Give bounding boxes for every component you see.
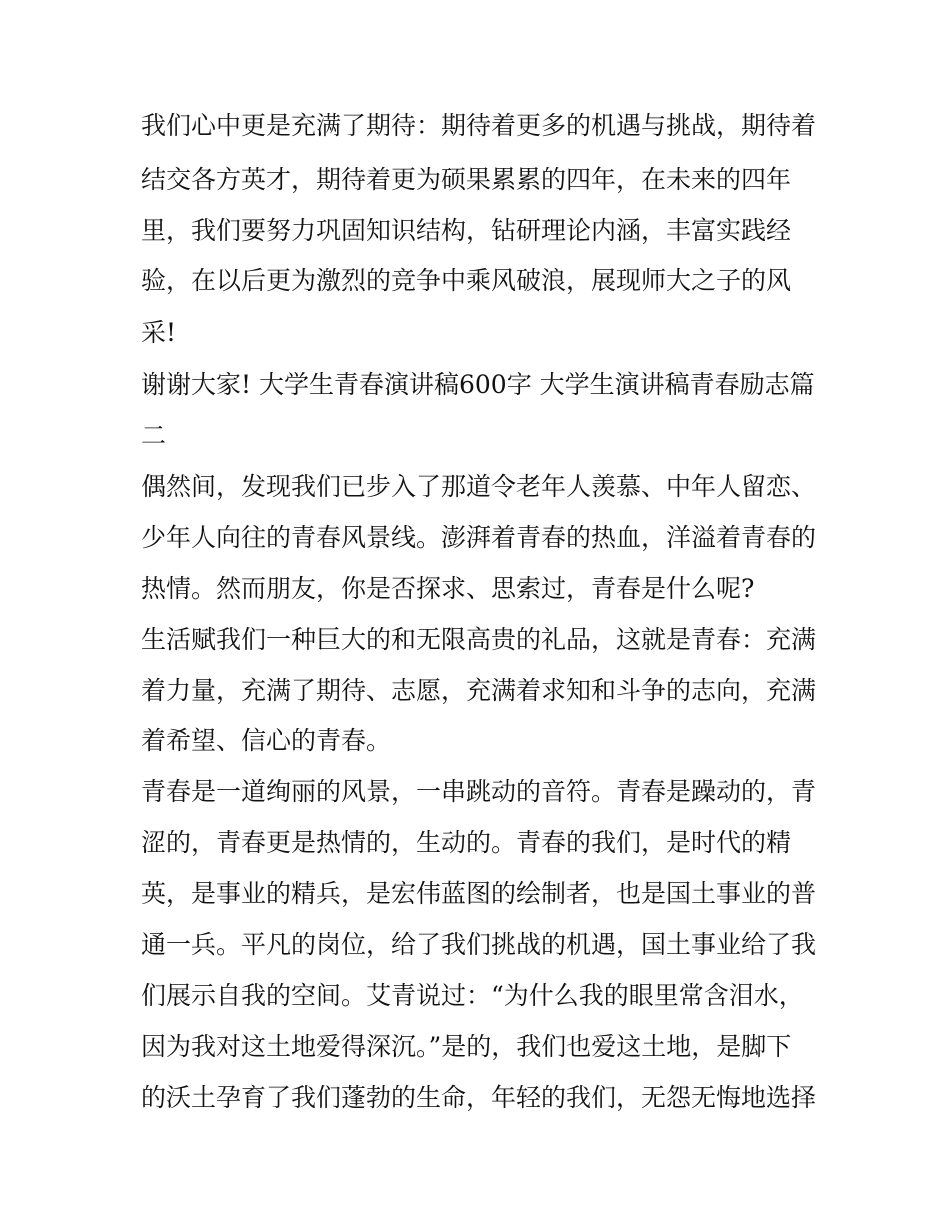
- section-heading: 谢谢大家! 大学生青春演讲稿600字 大学生演讲稿青春励志篇: [141, 370, 815, 399]
- text-line: 英，是事业的精兵，是宏伟蓝图的绘制者，也是国土事业的普: [141, 879, 817, 908]
- text-line: 着力量，充满了期待、志愿，充满着求知和斗争的志向，充满: [141, 676, 817, 705]
- text-line: 涩的，青春更是热情的，生动的。青春的我们，是时代的精: [141, 828, 792, 857]
- text-line: 少年人向往的青春风景线。澎湃着青春的热血，洋溢着青春的: [141, 523, 817, 552]
- text-line: 通一兵。平凡的岗位，给了我们挑战的机遇，国土事业给了我: [141, 930, 817, 959]
- text-line: 的沃土孕育了我们蓬勃的生命，年轻的我们，无怨无悔地选择: [141, 1083, 817, 1112]
- text-line: 青春是一道绚丽的风景，一串跳动的音符。青春是躁动的，青: [141, 777, 817, 806]
- text-line: 我们心中更是充满了期待：期待着更多的机遇与挑战，期待着: [141, 111, 817, 140]
- text-line: 采!: [141, 318, 177, 347]
- text-line: 验，在以后更为激烈的竞争中乘风破浪，展现师大之子的风: [141, 266, 792, 295]
- text-line: 因为我对这土地爱得深沉。”是的，我们也爱这土地，是脚下: [141, 1032, 792, 1061]
- text-line: 二: [141, 421, 167, 450]
- text-line: 结交各方英才，期待着更为硕果累累的四年，在未来的四年: [141, 165, 792, 194]
- text-line: 们展示自我的空间。艾青说过：“为什么我的眼里常含泪水，: [141, 981, 804, 1010]
- text-line: 偶然间，发现我们已步入了那道令老年人羡慕、中年人留恋、: [141, 472, 817, 501]
- text-line: 着希望、信心的青春。: [141, 726, 392, 755]
- text-line: 热情。然而朋友，你是否探求、思索过，青春是什么呢?: [141, 574, 755, 603]
- text-line: 里，我们要努力巩固知识结构，钻研理论内涵，丰富实践经: [141, 216, 792, 245]
- text-line: 生活赋我们一种巨大的和无限高贵的礼品，这就是青春：充满: [141, 625, 817, 654]
